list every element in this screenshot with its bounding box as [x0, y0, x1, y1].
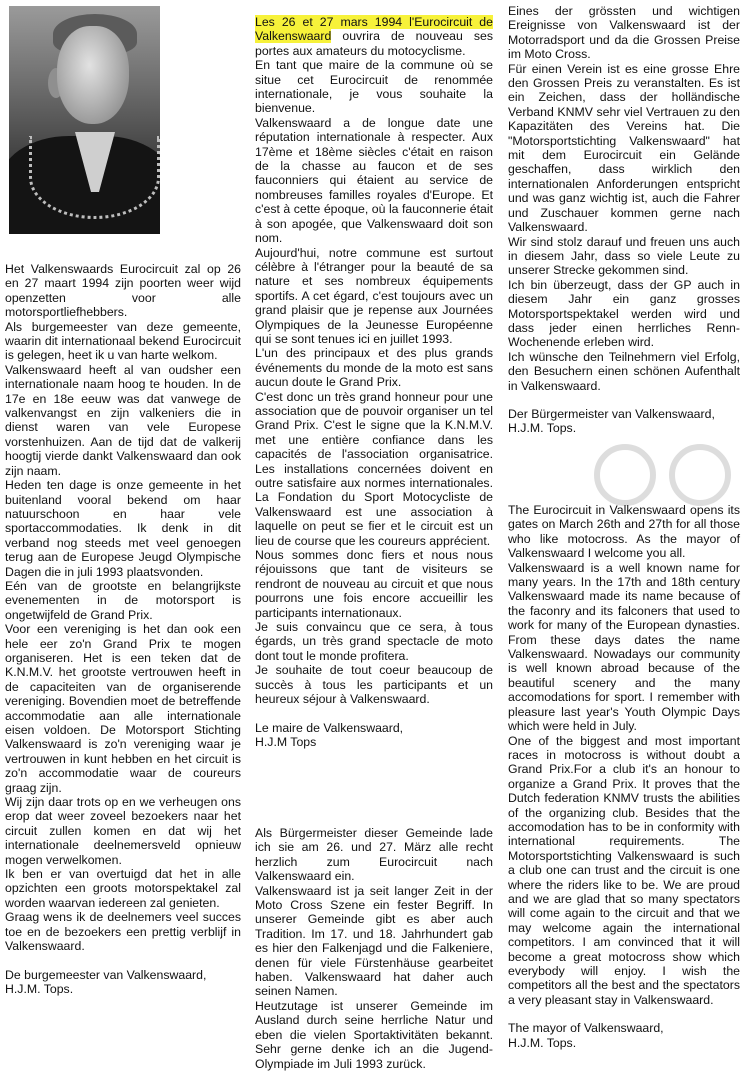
fr-highlighted-date: Les 26 et 27 mars 1994 l'Eurocircuit de Valkenswaard	[255, 15, 493, 44]
dutch-welcome-column	[5, 262, 241, 996]
mayor-portrait-photo	[9, 6, 160, 234]
french-welcome-column	[255, 15, 493, 749]
nl-paragraph: Het Valkenswaards Eurocircuit zal op 26 en 27 maart 1994 zijn poorten weer wijd openzetten voor alle motorsportliefhebbers.	[5, 262, 241, 320]
en-paragraph: One of the biggest and most important races in motocross is without doubt a Grand Prix.For a club it's an honour to organize a Grand Prix. It proves that the Dutch federation KNMV trusts the abilities of the organizing club. Besides that the accomodation has to be in conformity with international requirements. The Motorsportstichting Valkenswaard is such a club one can trust and the circuit is one where the riders like to be. We are proud and we are glad that so many spectators will come again to the circuit and that we may welcome again the international competitors. I am convinced that it will become a great motocross show which everybody will enjoy. I wish the competitors all the best and the spectators a very pleasant stay in Valkenswaard.	[508, 733, 740, 1007]
nl-paragraph: Wij zijn daar trots op en we verheugen ons erop dat weer zoveel bezoekers naar het circuit zullen komen en dat wij het internationale deelnemersveld opnieuw mogen verwelkomen.	[5, 795, 241, 867]
faint-watermark-logo	[590, 440, 740, 510]
de-paragraph: Wir sind stolz darauf und freuen uns auch in diesem Jahr, dass so viele Leute zu unserer Strecke gekommen sind.	[508, 234, 740, 278]
de-paragraph: Als Bürgermeister dieser Gemeinde lade ich sie am 26. und 27. März alle recht herzlich zum Eurocircuit nach Valkenswaard ein.	[255, 826, 493, 884]
de-paragraph: Ich wünsche den Teilnehmern viel Erfolg, den Besuchern einen schönen Aufenthalt in Valkenswaard.	[508, 349, 740, 393]
fr-paragraph: Je suis convaincu que ce sera, à tous égards, un très grand spectacle de moto dont tout le monde profitera.	[255, 620, 493, 663]
nl-paragraph: Heden ten dage is onze gemeente in het buitenland vooral bekend om haar natuurschoon en haar vele sportaccommodaties. Ik denk in dit verband nog steeds met veel genoegen terug aan de Europese Jeugd Olympische Dagen die in juli 1993 plaatsvonden.	[5, 478, 241, 579]
de-signature-name: H.J.M. Tops.	[508, 421, 577, 436]
en-signature-name: H.J.M. Tops.	[508, 1035, 577, 1050]
de-paragraph: Für einen Verein ist es eine grosse Ehre den Grossen Preis zu veranstalten. Es ist ein Zeichen, dass der holländische Verband KNMV sehr viel Vertrauen zu den Kapazitäten des Vereins hat. Die "Motorsportstichting Valkenswaard" hat mit dem Eurocircuit ein Gelände geschaffen, dass wirklich den internationalen Anforderungen entspricht und was ganz wichtig ist, auch die Fahrer und Zuschauer kommen gerne nach Valkenswaard.	[508, 61, 740, 235]
en-paragraph: Valkenswaard is a well known name for many years. In the 17th and 18th century Valkenswaard made its name because of the faconry and its falconers that used to work for many of the European dynasties. From these days dates the name Valkenswaard. Nowadays our community is well known abroad because of the beautiful scenery and the many accomodations for sport. I remember with pleasure last year's Youth Olympic Days which were held in July.	[508, 560, 740, 734]
fr-signature-title: Le maire de Valkenswaard,	[255, 720, 404, 735]
nl-paragraph: Als burgemeester van deze gemeente, waarin dit internationaal bekend Eurocircuit is gelegen, heet ik u van harte welkom.	[5, 319, 241, 363]
nl-paragraph: Valkenswaard heeft al van oudsher een internationale naam hoog te houden. In de 17e en 18e eeuw was dat vanwege de valkenvangst en zijn valkeniers die in dienst waren van vele Europese vorstenhuizen. Aan de tijd dat de valkerij hoogtij vierde dankt Valkenswaard dan ook zijn naam.	[5, 362, 241, 478]
fr-opening-paragraph	[255, 15, 493, 58]
en-signature-title: The mayor of Valkenswaard,	[508, 1021, 664, 1036]
portrait-face	[57, 26, 129, 124]
de-paragraph: Heutzutage ist unserer Gemeinde im Ausland durch seine herrliche Natur und eben die vielen Sportaktivitäten bekannt. Sehr gerne denke ich an die Jugend-Olympiade im Juli 1993 zurück.	[255, 998, 493, 1071]
nl-paragraph: Graag wens ik de deelnemers veel succes toe en de bezoekers een prettig verblijf in Valkenswaard.	[5, 910, 241, 954]
german-welcome-column-start	[255, 826, 493, 1071]
fr-signature-name: H.J.M Tops	[255, 734, 317, 749]
fr-paragraph: C'est donc un très grand honneur pour une association que de pouvoir organiser un tel Grand Prix. C'est le signe que la K.N.M.V. met une entière confiance dans les capacités de l'association organisatrice. Les installations concernées doivent en outre satisfaire aux normes internationales. La Fondation du Sport Motocycliste de Valkenswaard est une association à laquelle on peut se fier et le circuit est un lieu de course que les coureurs apprécient.	[255, 389, 493, 548]
english-welcome-column	[508, 503, 740, 1050]
de-signature-title: Der Bürgermeister van Valkenswaard,	[508, 406, 715, 421]
fr-paragraph: L'un des principaux et des plus grands événements du monde de la moto est sans aucun doute le Grand Prix.	[255, 346, 493, 390]
nl-signature-title: De burgemeester van Valkenswaard,	[5, 967, 207, 982]
en-paragraph: The Eurocircuit in Valkenswaard opens its gates on March 26th and 27th for all those who like motocross. As the mayor of Valkenswaard I welcome you all.	[508, 503, 740, 561]
nl-signature-name: H.J.M. Tops.	[5, 981, 74, 996]
fr-paragraph: Nous sommes donc fiers et nous nous réjouissons que tant de visiteurs se rendront de nouveau au circuit et que nous pourrons une fois encore accueillir les participants internationaux.	[255, 548, 493, 620]
nl-paragraph: Ik ben er van overtuigd dat het in alle opzichten een groots motorspektakel zal worden waarvan iedereen zal genieten.	[5, 867, 241, 910]
fr-paragraph: En tant que maire de la commune où se situe cet Eurocircuit de renommée internationale, je vous souhaite la bienvenue.	[255, 58, 493, 116]
german-welcome-column-continued	[508, 4, 740, 436]
nl-paragraph: Eén van de grootste en belangrijkste evenementen in de motorsport is ongetwijfeld de Grand Prix.	[5, 578, 241, 622]
nl-paragraph: Voor een vereniging is het dan ook een hele eer zo'n Grand Prix te mogen organiseren. Het is een teken dat de K.N.M.V. het grootste vertrouwen heeft in de capaciteiten van de organiserende vereniging. Bovendien moet de betreffende accommodatie aan alle internationale eisen voldoen. De Motorsport Stichting Valkenswaard is zo'n vereniging waar je vertrouwen in kunt hebben en het circuit is zo'n accommodatie waar de coureurs graag zijn.	[5, 622, 241, 795]
fr-paragraph: Aujourd'hui, notre commune est surtout célèbre à l'étranger pour la beauté de sa nature et ses nombreux équipements sportifs. A cet égard, c'est toujours avec un grand plaisir que je repense aux Journées Olympiques de la Jeunesse Européenne qui se sont tenues ici en juillet 1993.	[255, 245, 493, 346]
de-paragraph: Eines der grössten und wichtigen Ereignisse von Valkenswaard ist der Motorradsport und da die Grossen Preise im Moto Cross.	[508, 4, 740, 62]
de-paragraph: Ich bin überzeugt, dass der GP auch in diesem Jahr ein ganz grosses Motorsportspektakel werden wird und dass jeder einen herrliches Renn-Wochenende erleben wird.	[508, 277, 740, 350]
portrait-chain-of-office	[29, 136, 160, 219]
fr-paragraph: Valkenswaard a de longue date une réputation internationale à respecter. Aux 17ème et 18ème siècles c'était en raison de la chasse au faucon et de ses fauconniers qui étaient au service de nombreuses familles royales d'Europe. Et c'est à cette époque, où la fauconnerie était à son apogée, que Valkenswaard doit son nom.	[255, 115, 493, 246]
fr-paragraph: Je souhaite de tout coeur beaucoup de succès à tous les participants et un heureux séjour à Valkenswaard.	[255, 663, 493, 707]
de-paragraph: Valkenswaard ist ja seit langer Zeit in der Moto Cross Szene ein fester Begriff. In unserer Gemeinde gibt es aber auch Tradition. Im 17. und 18. Jahrhundert gab es hier den Falkenjagd und die Falkeniere, denen für viele Fürstenhäuse gearbeitet haben. Valkenswaard hat daher auch seinen Namen.	[255, 883, 493, 999]
fr-opening-rest: ouvrira de nouveau ses portes aux amateurs du motocyclisme.	[255, 29, 493, 58]
